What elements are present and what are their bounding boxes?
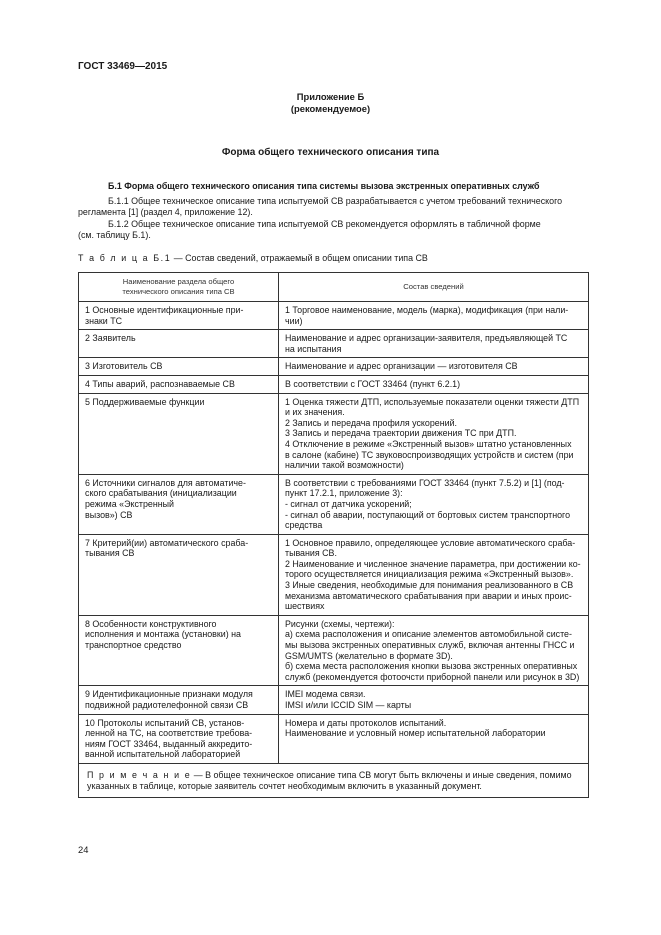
cell-line: тывания СВ	[85, 548, 135, 559]
cell-line: - сигнал от датчика ускорений;	[285, 498, 412, 509]
paragraph-b-1-2	[78, 219, 585, 240]
cell-line: Наименование и адрес организации — изготовителя СВ	[285, 361, 518, 372]
note-line: — В общее техническое описание типа СВ могут быть включены и иные сведения, помимо	[191, 769, 572, 780]
cell-line: транспортное средство	[85, 640, 182, 651]
header-line: технического описания типа СВ	[122, 287, 235, 296]
cell-line: 6 Источники сигналов для автоматиче-	[85, 477, 246, 488]
table-body	[79, 302, 589, 764]
cell-line: 5 Поддерживаемые функции	[85, 396, 205, 407]
table-row	[79, 686, 589, 714]
cell-line: мы вызова экстренных оперативных служб, включая антенны ГНСС и	[285, 640, 575, 651]
cell-line: знаки ТС	[85, 315, 123, 326]
paragraph-line: регламента [1] (раздел 4, приложение 12).	[78, 206, 253, 217]
cell-line: ванной испытательной лабораторией	[85, 749, 241, 760]
section-name-cell	[79, 302, 279, 330]
paragraph-b-1-1	[78, 196, 585, 217]
table-row	[79, 358, 589, 376]
details-cell	[279, 330, 589, 358]
cell-line: 9 Идентификационные признаки модуля	[85, 689, 253, 700]
cell-line: Наименование и условный номер испытательной лаборатории	[285, 728, 546, 739]
column-header-section	[79, 273, 279, 302]
cell-line: 2 Наименование и численное значение параметра, при достижении ко-	[285, 558, 581, 569]
note-line: указанных в таблице, которые заявитель сочтет необходимым включить в указанный документ.	[87, 780, 482, 791]
table-row	[79, 615, 589, 686]
document-title: Форма общего технического описания типа	[221, 147, 440, 158]
cell-line: в салоне (кабине) ТС звуковоспроизводящих устройств и систем (при	[285, 449, 574, 460]
cell-line: В соответствии с ГОСТ 33464 (пункт 6.2.1)	[285, 378, 461, 389]
section-name-cell	[79, 330, 279, 358]
cell-line: ского срабатывания (инициализации	[85, 488, 237, 499]
section-name-cell	[79, 474, 279, 534]
cell-line: 1 Основное правило, определяющее условие автоматического сраба-	[285, 537, 576, 548]
paragraph-line: (см. таблицу Б.1).	[78, 229, 151, 240]
cell-line: 3 Иные сведения, необходимые для понимания реализованного в СВ	[285, 580, 574, 591]
table-row	[79, 393, 589, 474]
standard-designation: ГОСТ 33469—2015	[78, 61, 168, 72]
details-cell	[279, 393, 589, 474]
cell-line: 2 Заявитель	[85, 333, 136, 344]
cell-line: 7 Критерий(ии) автоматического сраба-	[85, 537, 249, 548]
cell-line: 8 Особенности конструктивного	[85, 618, 217, 629]
paragraph-line: Б.1.1 Общее техническое описание типа испытуемой СВ разрабатывается с учетом требований технического	[108, 196, 563, 206]
table-row	[79, 302, 589, 330]
table-caption	[78, 253, 428, 264]
section-name-cell	[79, 393, 279, 474]
table-row	[79, 375, 589, 393]
note-prefix: П р и м е ч а н и е	[87, 769, 192, 780]
cell-line: служб (рекомендуется фотоочсти приборной панели или рисунок в 3D)	[285, 671, 580, 682]
cell-line: Номера и даты протоколов испытаний.	[285, 717, 447, 728]
paragraph-line: Б.1.2 Общее техническое описание типа испытуемой СВ рекомендуется оформлять в табличной форме	[108, 219, 541, 229]
cell-line: 3 Изготовитель СВ	[85, 361, 163, 372]
page-number: 24	[78, 844, 89, 855]
table-row	[79, 474, 589, 534]
column-header-details: Состав сведений	[279, 273, 589, 302]
cell-line: В соответствии с требованиями ГОСТ 33464 (пункт 7.5.2) и [1] (под-	[285, 477, 565, 488]
cell-line: торого осуществляется инициализация режима «Экстренный вызов».	[285, 569, 574, 580]
table-note-row	[79, 763, 589, 797]
section-name-cell	[79, 615, 279, 686]
table-caption-prefix: Т а б л и ц а Б.1	[78, 253, 172, 263]
section-name-cell	[79, 714, 279, 763]
table-row	[79, 534, 589, 615]
cell-line: б) схема места расположения кнопки вызова экстренных оперативных	[285, 661, 578, 672]
details-cell	[279, 615, 589, 686]
details-cell	[279, 358, 589, 376]
cell-line: 4 Типы аварий, распознаваемые СВ	[85, 378, 235, 389]
cell-line: механизма автоматического срабатывания при аварии и иных проис-	[285, 590, 572, 601]
cell-line: исполнения и монтажа (установки) на	[85, 629, 241, 640]
cell-line: наличии такой возможности)	[285, 460, 404, 471]
cell-line: 1 Оценка тяжести ДТП, используемые показатели оценки тяжести ДТП	[285, 396, 580, 407]
table-caption-text: — Состав сведений, отражаемый в общем описании типа СВ	[171, 253, 428, 263]
cell-line: вызов») СВ	[85, 509, 133, 520]
cell-line: и их значения.	[285, 407, 345, 418]
cell-line: 4 Отключение в режиме «Экстренный вызов» штатно установленных	[285, 438, 572, 449]
cell-line: - сигнал об аварии, поступающий от бортовых систем транспортного	[285, 509, 571, 520]
cell-line: ниям ГОСТ 33464, выданный аккредито-	[85, 738, 253, 749]
details-cell	[279, 302, 589, 330]
header-line: Наименование раздела общего	[122, 277, 235, 286]
cell-line: пункт 17.2.1, приложение 3):	[285, 488, 403, 499]
details-cell	[279, 686, 589, 714]
cell-line: 1 Основные идентификационные при-	[85, 305, 244, 315]
cell-line: 10 Протоколы испытаний СВ, установ-	[85, 717, 245, 728]
cell-line: режима «Экстренный	[85, 498, 174, 509]
details-cell	[279, 714, 589, 763]
info-table	[78, 272, 589, 798]
table-note	[79, 763, 589, 797]
cell-line: 3 Запись и передача траектории движения ТС при ДТП.	[285, 428, 517, 439]
table-row	[79, 330, 589, 358]
cell-line: шествиях	[285, 601, 325, 612]
cell-line: 1 Торговое наименование, модель (марка), модификация (при нали-	[285, 305, 569, 315]
cell-line: на испытания	[285, 343, 342, 354]
cell-line: ленной на ТС, на соответствие требова-	[85, 728, 253, 739]
section-name-cell	[79, 534, 279, 615]
cell-line: тывания СВ.	[285, 548, 337, 559]
cell-line: Наименование и адрес организации-заявителя, предъявляющей ТС	[285, 333, 568, 344]
annex-heading	[0, 91, 661, 114]
details-cell	[279, 375, 589, 393]
cell-line: 2 Запись и передача профиля ускорений.	[285, 417, 458, 428]
cell-line: подвижной радиотелефонной связи СВ	[85, 700, 249, 710]
annex-title: Приложение Б	[296, 91, 365, 102]
cell-line: GSM/UMTS (желательно в формате 3D).	[285, 650, 453, 661]
cell-line: чии)	[285, 315, 303, 326]
section-name-cell	[79, 375, 279, 393]
section-name-cell	[79, 686, 279, 714]
cell-line: средства	[285, 520, 323, 531]
section-name-cell	[79, 358, 279, 376]
details-cell	[279, 474, 589, 534]
annex-status: (рекомендуемое)	[290, 102, 371, 114]
cell-line: IMSI и/или ICCID SIM — карты	[285, 700, 412, 710]
cell-line: а) схема расположения и описание элементов автомобильной систе-	[285, 629, 572, 640]
cell-line: IMEI модема связи.	[285, 689, 366, 700]
details-cell	[279, 534, 589, 615]
table-header-row	[79, 273, 589, 302]
table-row	[79, 714, 589, 763]
section-heading: Б.1 Форма общего технического описания типа системы вызова экстренных оперативных служб	[108, 181, 540, 191]
cell-line: Рисунки (схемы, чертежи):	[285, 618, 395, 629]
